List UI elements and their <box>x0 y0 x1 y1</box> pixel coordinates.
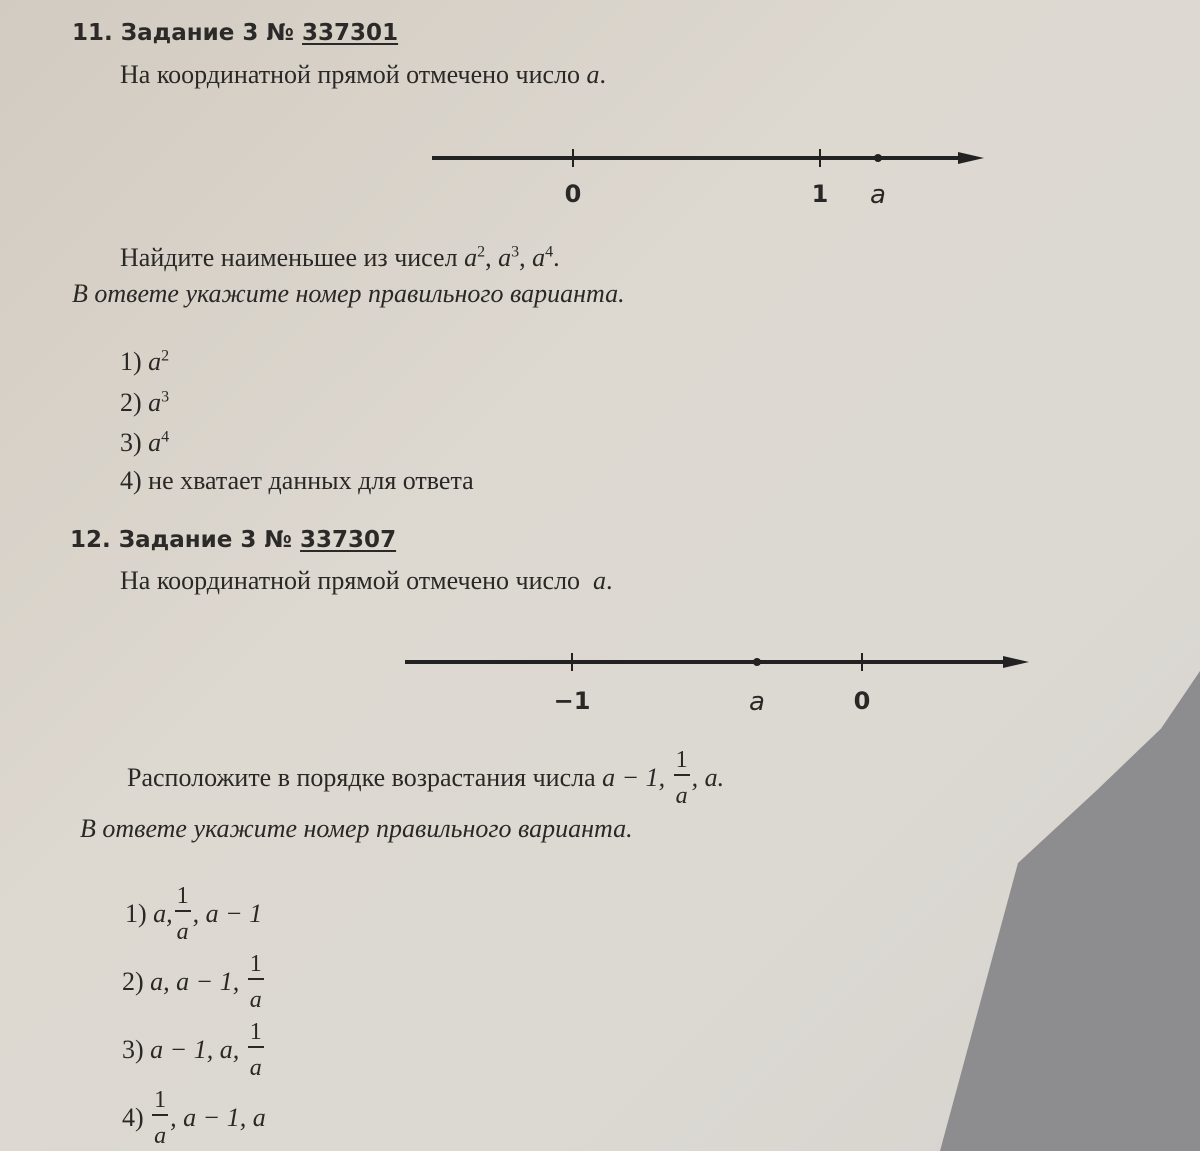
variable: a <box>586 60 600 89</box>
problem-11-statement: На координатной прямой отмечено число a. <box>120 60 607 89</box>
problem-11-question: Найдите наименьшее из чисел $a^2$, $a^3$, $a^4$. <box>120 243 560 272</box>
problem-12-question <box>127 748 724 808</box>
axis-line <box>432 156 962 160</box>
denominator: a <box>675 783 688 809</box>
option-2 <box>122 952 266 1012</box>
fraction <box>674 748 690 808</box>
term: a <box>532 243 546 272</box>
option-number: 3) <box>120 428 142 457</box>
option-number: 4) <box>122 1103 144 1132</box>
point-a <box>874 154 882 162</box>
variable: a <box>593 566 607 595</box>
term: a − 1, <box>602 763 666 792</box>
problem-12-statement: На координатной прямой отмечено число a. <box>120 566 613 595</box>
point-label: a <box>749 687 765 717</box>
exp: 4 <box>545 243 554 261</box>
option-1 <box>125 884 262 944</box>
tick-label: 0 <box>853 687 871 715</box>
base: a <box>148 388 162 417</box>
question-text: Найдите наименьшее из чисел <box>120 243 458 272</box>
numerator: 1 <box>674 748 690 776</box>
instruction: В ответе укажите номер правильного варианта. <box>80 814 633 843</box>
problem-number: 12. <box>70 527 111 553</box>
arrow-icon <box>958 152 984 164</box>
task-id-link[interactable]: 337307 <box>300 527 397 553</box>
option-2 <box>120 388 169 418</box>
tick-label: 0 <box>564 180 582 208</box>
axis-line <box>405 660 1007 664</box>
tick-0 <box>572 149 574 167</box>
tick-1 <box>819 149 821 167</box>
statement-text: На координатной прямой отмечено число <box>120 60 581 89</box>
option-number: 2) <box>120 388 142 417</box>
fraction <box>248 1020 264 1080</box>
fraction <box>175 884 191 944</box>
exp: 4 <box>161 428 170 446</box>
task-label: Задание 3 № <box>118 527 293 553</box>
exp: 3 <box>161 388 170 406</box>
denominator: a <box>154 1123 167 1149</box>
tick-label: −1 <box>553 687 591 715</box>
term: a <box>498 243 512 272</box>
problem-12-header <box>70 527 396 553</box>
base: a <box>148 428 162 457</box>
option-4 <box>122 1088 266 1148</box>
option-number: 3) <box>122 1035 144 1064</box>
fraction <box>248 952 264 1012</box>
option-text: не хватает данных для ответа <box>148 466 474 495</box>
option-3 <box>120 428 169 458</box>
option-number: 2) <box>122 967 144 996</box>
numerator: 1 <box>248 1020 264 1048</box>
tick-label: 1 <box>811 180 829 208</box>
instruction: В ответе укажите номер правильного варианта. <box>72 279 625 308</box>
term: , a − 1, a <box>170 1103 266 1132</box>
option-number: 1) <box>125 899 147 928</box>
base: a <box>148 347 162 376</box>
option-3 <box>122 1020 266 1080</box>
numerator: 1 <box>175 884 191 912</box>
problem-number: 11. <box>72 20 113 46</box>
option-number: 4) <box>120 466 142 495</box>
numerator: 1 <box>152 1088 168 1116</box>
task-label: Задание 3 № <box>120 20 295 46</box>
exp: 2 <box>161 347 170 365</box>
table-shadow <box>940 671 1200 1151</box>
question-text: Расположите в порядке возрастания числа <box>127 763 596 792</box>
option-number: 1) <box>120 347 142 376</box>
option-1 <box>120 347 169 377</box>
arrow-icon <box>1003 656 1029 668</box>
denominator: a <box>176 919 189 945</box>
option-4 <box>120 466 474 496</box>
term: a − 1, a, <box>150 1035 240 1064</box>
term: a, a − 1, <box>150 967 240 996</box>
task-id-link[interactable]: 337301 <box>302 20 399 46</box>
term: , a − 1 <box>192 899 263 928</box>
problem-11-header <box>72 20 398 46</box>
fraction <box>152 1088 168 1148</box>
point-label: a <box>870 180 886 210</box>
term: a, <box>153 899 173 928</box>
term: a <box>464 243 478 272</box>
denominator: a <box>249 1055 262 1081</box>
point-a <box>753 658 761 666</box>
numerator: 1 <box>248 952 264 980</box>
tick-0 <box>861 653 863 671</box>
exp: 2 <box>477 243 486 261</box>
term: , a. <box>691 763 725 792</box>
exp: 3 <box>511 243 520 261</box>
tick-minus-1 <box>571 653 573 671</box>
statement-text: На координатной прямой отмечено число <box>120 566 581 595</box>
denominator: a <box>249 987 262 1013</box>
